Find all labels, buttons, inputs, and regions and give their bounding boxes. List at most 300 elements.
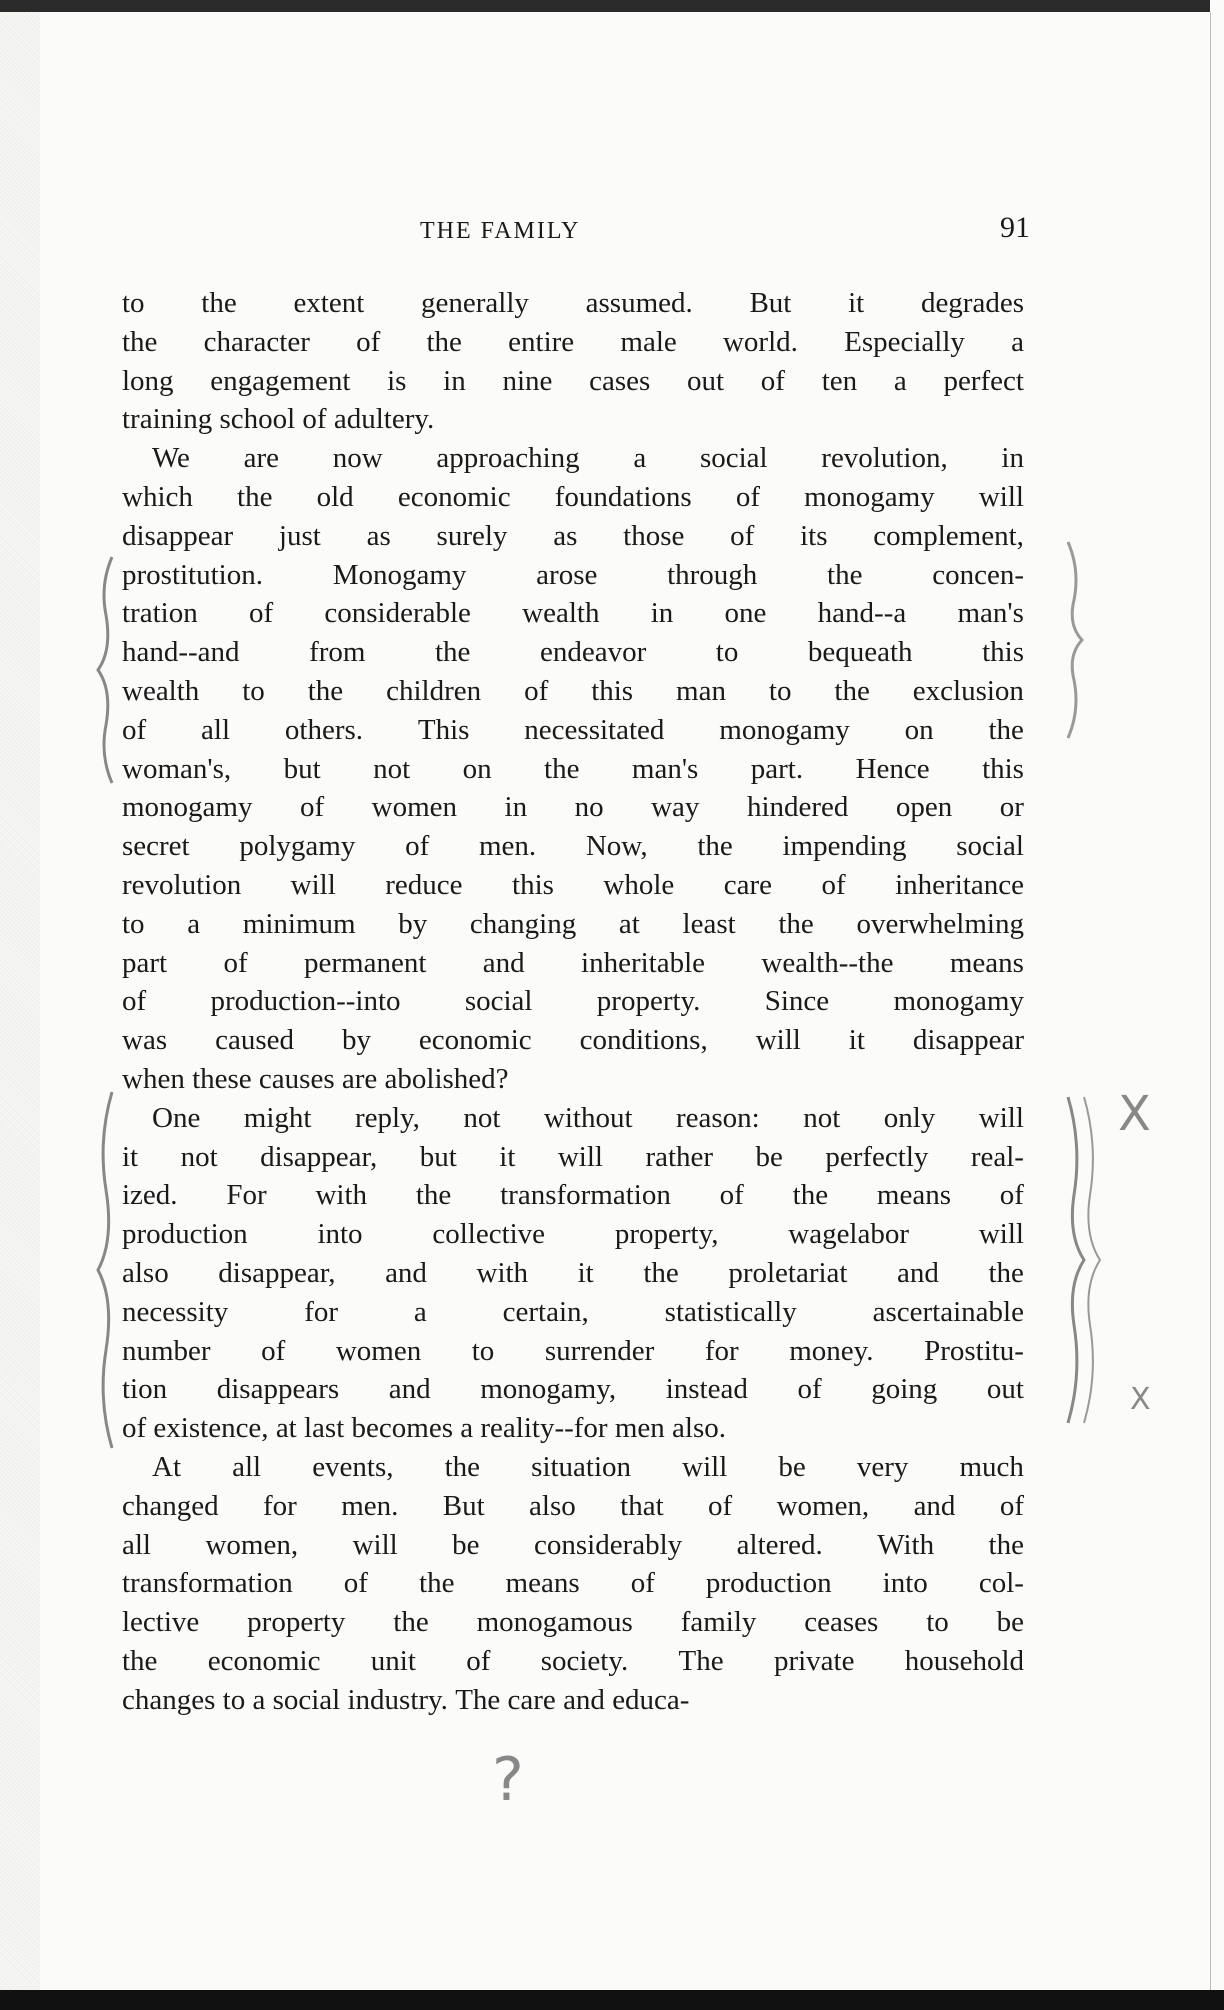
word: exclusion <box>912 674 1024 707</box>
text-line <box>122 711 1024 750</box>
word: to <box>715 636 739 669</box>
word: hand--a <box>817 597 907 630</box>
word: of <box>708 1489 733 1522</box>
left-margin-brace-mark-2 <box>92 1090 118 1450</box>
word: means <box>876 1179 951 1212</box>
word: rather <box>645 1140 714 1173</box>
word: of <box>821 868 846 901</box>
text-line <box>122 750 1024 789</box>
word: be <box>996 1606 1024 1639</box>
word: degrades <box>920 287 1024 319</box>
word: private <box>773 1644 855 1677</box>
word: bequeath <box>807 636 913 669</box>
word: by <box>341 1024 371 1057</box>
word: will <box>755 1024 801 1057</box>
word: without <box>543 1101 633 1134</box>
question-mark-annotation: ? <box>492 1745 524 1815</box>
word: way <box>651 791 700 824</box>
word: is <box>387 364 407 397</box>
word: as <box>553 519 578 552</box>
word: be <box>778 1450 806 1483</box>
word: property <box>247 1606 346 1639</box>
word: but <box>283 752 321 785</box>
word: hindered <box>746 791 849 824</box>
word: it <box>577 1256 594 1289</box>
word: long <box>122 364 174 397</box>
word: will <box>682 1450 728 1483</box>
word: necessitated <box>524 713 665 746</box>
page-right-edge <box>1210 12 1211 1990</box>
word: the <box>444 1450 481 1483</box>
cross-mark-2: X <box>1130 1382 1151 1417</box>
word: the <box>307 674 344 707</box>
word: production--into <box>210 985 401 1018</box>
word: perfectly <box>825 1140 929 1173</box>
text-line <box>122 594 1024 633</box>
word: permanent <box>304 946 427 979</box>
word: social <box>272 1683 348 1716</box>
word: ceases <box>804 1606 879 1639</box>
text-line <box>122 1293 1024 1332</box>
word: adultery. <box>333 403 435 436</box>
word: of <box>261 1334 286 1367</box>
word: training <box>122 403 220 436</box>
word: disappears <box>216 1373 340 1406</box>
text-line <box>122 1138 1024 1177</box>
word: very <box>856 1450 909 1483</box>
word: inheritance <box>895 868 1024 901</box>
word: the <box>415 1179 452 1212</box>
word: But <box>749 287 792 319</box>
word: approaching <box>436 442 580 475</box>
word: it <box>848 1024 865 1057</box>
word: will <box>978 1218 1024 1251</box>
word: concen- <box>932 558 1024 591</box>
word: arose <box>536 558 598 591</box>
word: in <box>1001 442 1024 475</box>
word: property, <box>614 1218 719 1251</box>
word: tion <box>122 1373 168 1406</box>
scan-top-border <box>0 0 1210 12</box>
text-line <box>122 478 1024 517</box>
word: for <box>704 1334 739 1367</box>
word: wealth--the <box>761 946 894 979</box>
word: of <box>730 519 755 552</box>
word: this <box>982 636 1024 669</box>
word: of <box>122 985 147 1018</box>
word: for <box>263 1489 297 1522</box>
word: ized. <box>122 1179 178 1212</box>
right-margin-brace-mark <box>1062 540 1088 740</box>
word: by <box>398 907 428 940</box>
word: it <box>848 287 865 319</box>
word: others. <box>284 713 364 746</box>
word: The <box>678 1644 724 1677</box>
text-line <box>122 982 1024 1021</box>
word: world. <box>722 325 798 358</box>
running-title: THE FAMILY <box>420 218 581 244</box>
word: one <box>724 597 767 630</box>
word: the <box>834 674 870 707</box>
word: no <box>574 791 604 824</box>
text-line <box>122 1254 1024 1293</box>
word: this <box>982 752 1024 785</box>
word: will <box>352 1528 398 1561</box>
word: character <box>203 325 310 358</box>
text-line <box>122 1448 1024 1487</box>
page-body-text <box>122 284 1024 1719</box>
word: events, <box>312 1450 394 1483</box>
word: lective <box>122 1606 200 1639</box>
word: and <box>563 1683 613 1716</box>
word: surely <box>436 519 508 552</box>
word: man's <box>957 597 1024 630</box>
word: number <box>122 1334 211 1367</box>
word: of <box>248 597 274 630</box>
word: care <box>507 1683 564 1716</box>
word: part <box>122 946 168 979</box>
word: of <box>356 325 381 358</box>
word: woman's, <box>122 752 232 785</box>
word: to <box>242 674 265 707</box>
text-line <box>122 400 1024 439</box>
text-line <box>122 517 1024 556</box>
word: abolished? <box>384 1062 509 1095</box>
word: a <box>460 1412 481 1445</box>
word: of <box>223 946 248 979</box>
word: not <box>463 1101 501 1134</box>
word: of <box>630 1567 655 1600</box>
word: are <box>341 1062 385 1095</box>
word: at <box>618 907 640 940</box>
word: women, <box>205 1528 299 1561</box>
text-line <box>122 556 1024 595</box>
word: going <box>871 1373 938 1406</box>
word: monogamy <box>122 791 253 824</box>
word: revolution, <box>821 442 948 475</box>
word: only <box>883 1101 936 1134</box>
word: which <box>122 480 193 513</box>
word: For <box>226 1179 267 1212</box>
word: out <box>986 1373 1024 1406</box>
word: At <box>152 1450 181 1483</box>
word: existence, <box>153 1412 276 1445</box>
word: it <box>122 1140 139 1173</box>
word: a <box>187 907 201 940</box>
word: tration <box>122 597 198 630</box>
word: secret <box>122 830 190 863</box>
word: engagement <box>210 364 351 397</box>
word: of <box>735 480 760 513</box>
word: educa- <box>612 1683 690 1716</box>
word: and <box>913 1489 956 1522</box>
word: assumed. <box>585 287 693 319</box>
word: the <box>419 1567 455 1600</box>
word: Hence <box>855 752 930 785</box>
word: all <box>122 1528 151 1561</box>
text-line <box>122 1332 1024 1371</box>
word: money. <box>789 1334 874 1367</box>
word: revolution <box>122 868 242 901</box>
word: or <box>999 791 1024 824</box>
word: children <box>386 674 482 707</box>
word: disappear, <box>218 1256 336 1289</box>
text-line <box>122 827 1024 866</box>
word: the <box>426 325 462 358</box>
word: part. <box>750 752 804 785</box>
word: proletariat <box>728 1256 848 1289</box>
word: the <box>201 287 237 319</box>
word: and <box>482 946 525 979</box>
word: of <box>466 1644 491 1677</box>
word: will <box>290 868 336 901</box>
word: of <box>405 830 430 863</box>
word: women <box>371 791 458 824</box>
text-line <box>122 1370 1024 1409</box>
word: the <box>697 830 733 863</box>
word: changes <box>122 1683 223 1716</box>
word: reply, <box>354 1101 420 1134</box>
word: the <box>988 1256 1024 1289</box>
word: the <box>122 325 158 358</box>
word: This <box>417 713 470 746</box>
word: monogamy <box>719 713 850 746</box>
word: monogamous <box>476 1606 633 1639</box>
word: household <box>904 1644 1024 1677</box>
word: disappear <box>122 519 234 552</box>
word: the <box>393 1606 429 1639</box>
word: wealth <box>122 674 200 707</box>
text-line <box>122 944 1024 983</box>
word: in <box>650 597 674 630</box>
word: much <box>959 1450 1024 1483</box>
word: collective <box>432 1218 546 1251</box>
word: wealth <box>522 597 600 630</box>
word: also <box>122 1256 169 1289</box>
word: with <box>315 1179 368 1212</box>
word: economic <box>418 1024 532 1057</box>
word: this <box>591 674 634 707</box>
word: are <box>243 442 280 475</box>
word: production <box>122 1218 248 1251</box>
word: Prostitu- <box>924 1334 1024 1367</box>
word: but <box>419 1140 457 1173</box>
word: Monogamy <box>332 558 467 591</box>
word: polygamy <box>239 830 356 863</box>
word: as <box>366 519 391 552</box>
word: and <box>385 1256 427 1289</box>
word: production <box>705 1567 832 1600</box>
word: from <box>309 636 366 669</box>
word: into <box>882 1567 928 1600</box>
word: those <box>623 519 685 552</box>
word: to <box>768 674 792 707</box>
word: of <box>300 791 325 824</box>
word: situation <box>531 1450 632 1483</box>
word: at <box>275 1412 304 1445</box>
word: it <box>499 1140 516 1173</box>
word: altered. <box>736 1528 823 1561</box>
word: of <box>719 1179 744 1212</box>
word: when <box>122 1062 193 1095</box>
word: all <box>232 1450 262 1483</box>
word: generally <box>421 287 529 319</box>
word: certain, <box>502 1295 589 1328</box>
word: now <box>332 442 383 475</box>
word: perfect <box>943 364 1024 397</box>
text-line <box>122 284 1024 323</box>
word: One <box>152 1101 201 1134</box>
word: the <box>792 1179 829 1212</box>
word: the <box>643 1256 679 1289</box>
word: real- <box>970 1140 1024 1173</box>
word: this <box>512 868 554 901</box>
word: man's <box>631 752 699 785</box>
right-margin-brace-mark-2 <box>1062 1095 1106 1425</box>
word: cases <box>589 364 651 397</box>
word: the <box>988 713 1024 746</box>
word: to <box>222 1683 253 1716</box>
word: with <box>476 1256 529 1289</box>
word: social <box>464 985 533 1018</box>
word: overwhelming <box>856 907 1024 940</box>
word: men <box>614 1412 673 1445</box>
word: the <box>827 558 863 591</box>
word: the <box>122 1644 158 1677</box>
word: was <box>122 1024 168 1057</box>
word: causes <box>258 1062 342 1095</box>
text-line <box>122 866 1024 905</box>
word: on <box>904 713 934 746</box>
word: social <box>699 442 768 475</box>
word: transformation <box>122 1567 293 1600</box>
word: necessity <box>122 1295 229 1328</box>
word: a <box>252 1683 273 1716</box>
word: the <box>435 636 471 669</box>
text-line <box>122 905 1024 944</box>
word: social <box>956 830 1024 863</box>
text-line <box>122 1642 1024 1681</box>
word: means <box>505 1567 580 1600</box>
word: in <box>504 791 528 824</box>
word: hand--and <box>122 636 240 669</box>
word: foundations <box>554 480 692 513</box>
text-line <box>122 1526 1024 1565</box>
word: reason: <box>675 1101 760 1134</box>
word: conditions, <box>579 1024 708 1057</box>
word: will <box>557 1140 603 1173</box>
word: all <box>201 713 231 746</box>
text-line <box>122 439 1024 478</box>
word: means <box>949 946 1024 979</box>
word: of <box>999 1179 1024 1212</box>
word: of <box>760 364 785 397</box>
word: endeavor <box>539 636 647 669</box>
text-line <box>122 1409 1024 1448</box>
scan-left-edge <box>0 12 40 1990</box>
word: of <box>343 1567 368 1600</box>
word: reduce <box>385 868 463 901</box>
text-line <box>122 1564 1024 1603</box>
word: just <box>278 519 321 552</box>
word: and <box>897 1256 939 1289</box>
word: society. <box>540 1644 629 1677</box>
word: a <box>633 442 647 475</box>
word: col- <box>978 1567 1024 1600</box>
word: extent <box>293 287 365 319</box>
word: into <box>317 1218 363 1251</box>
word: of <box>524 674 549 707</box>
word: minimum <box>242 907 356 940</box>
word: complement, <box>873 519 1024 552</box>
text-line <box>122 788 1024 827</box>
text-line <box>122 1176 1024 1215</box>
word: instead <box>665 1373 748 1406</box>
word: be <box>755 1140 783 1173</box>
text-line <box>122 1215 1024 1254</box>
word: for <box>304 1295 339 1328</box>
word: to <box>122 907 145 940</box>
word: impending <box>782 830 907 863</box>
word: We <box>152 442 190 475</box>
word: Since <box>764 985 830 1018</box>
word: entire <box>508 325 575 358</box>
word: not <box>180 1140 218 1173</box>
word: monogamy <box>893 985 1024 1018</box>
text-line <box>122 672 1024 711</box>
word: last <box>304 1412 352 1445</box>
word: care <box>723 868 773 901</box>
word: considerable <box>324 597 471 630</box>
word: property. <box>596 985 701 1018</box>
scan-bottom-border <box>0 1990 1224 2010</box>
word: ten <box>821 364 858 397</box>
word: But <box>442 1489 485 1522</box>
word: not <box>373 752 411 785</box>
word: male <box>620 325 677 358</box>
word: through <box>667 558 758 591</box>
word: least <box>682 907 736 940</box>
text-line <box>122 1487 1024 1526</box>
cross-mark: X <box>1118 1086 1151 1142</box>
word: industry. <box>347 1683 456 1716</box>
word: Especially <box>844 325 965 358</box>
word: its <box>800 519 828 552</box>
word: will <box>978 1101 1024 1134</box>
word: the <box>544 752 580 785</box>
word: men. <box>341 1489 399 1522</box>
word: a <box>413 1295 427 1328</box>
word: The <box>455 1683 508 1716</box>
word: economic <box>207 1644 321 1677</box>
word: man <box>676 674 726 707</box>
word: on <box>462 752 492 785</box>
text-line <box>122 1603 1024 1642</box>
text-line <box>122 1021 1024 1060</box>
word: also. <box>672 1412 726 1445</box>
word: women <box>335 1334 422 1367</box>
word: whole <box>603 868 675 901</box>
word: old <box>316 480 354 513</box>
word: With <box>877 1528 935 1561</box>
word: wagelabor <box>788 1218 910 1251</box>
word: and <box>388 1373 431 1406</box>
word: also <box>529 1489 576 1522</box>
word: might <box>243 1101 312 1134</box>
word: the <box>988 1528 1024 1561</box>
word: of <box>797 1373 822 1406</box>
word: to <box>471 1334 495 1367</box>
